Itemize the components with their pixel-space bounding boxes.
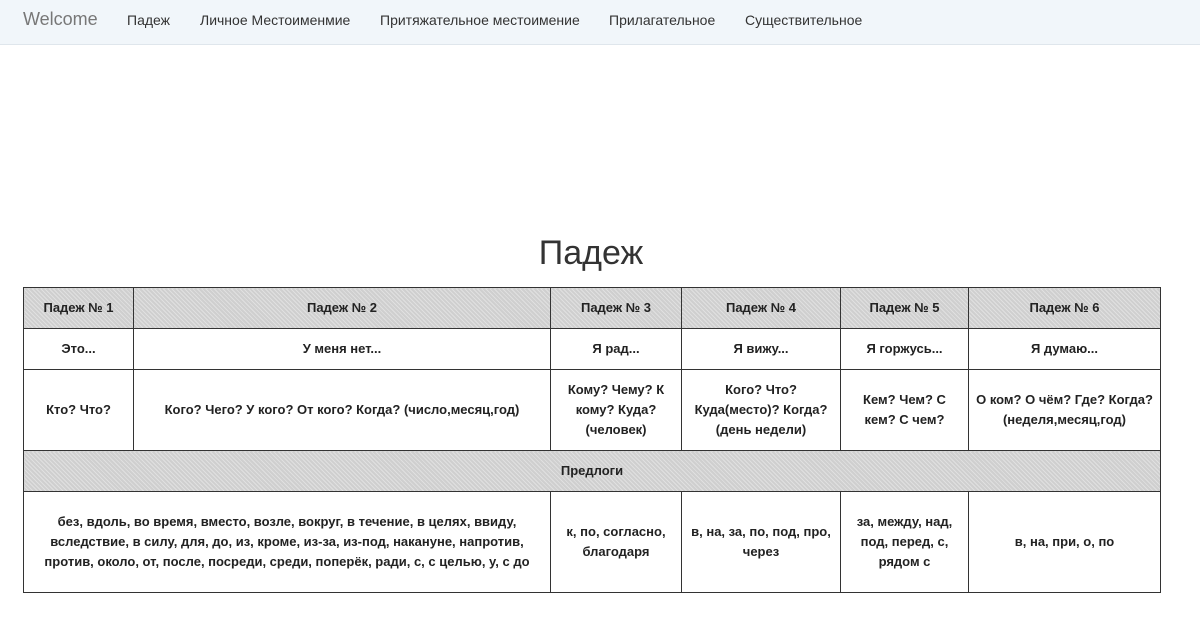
header-cell: Падеж № 5 — [841, 288, 969, 329]
nav-item-personal-pronoun[interactable]: Личное Местоименмие — [200, 12, 351, 28]
phrase-cell: Я рад... — [551, 329, 682, 370]
nav-item-case[interactable]: Падеж — [127, 12, 171, 28]
phrase-cell: У меня нет... — [134, 329, 551, 370]
nav-item-possessive-pronoun[interactable]: Притяжательное местоимение — [380, 12, 580, 28]
prepositions-cell: без, вдоль, во время, вместо, возле, вокруг, в течение, в целях, ввиду, вследствие, в силу, для, до, из, кроме, из-за, из-под, накануне, напротив, против, около, от, после, посреди, среди, поперёк, ради, с, с целью, у, с до — [24, 492, 551, 593]
prepositions-cell: в, на, за, по, под, про, через — [682, 492, 841, 593]
question-cell: Кем? Чем? С кем? С чем? — [841, 370, 969, 451]
page-title: Падеж — [538, 234, 644, 272]
header-row — [24, 288, 1161, 329]
section-label: Предлоги — [24, 451, 1161, 492]
question-cell: О ком? О чём? Где? Когда? (неделя,месяц,год) — [969, 370, 1161, 451]
phrase-row — [24, 329, 1161, 370]
question-cell: Кому? Чему? К кому? Куда? (человек) — [551, 370, 682, 451]
phrase-cell: Я горжусь... — [841, 329, 969, 370]
phrase-cell: Это... — [24, 329, 134, 370]
nav-item-noun[interactable]: Существительное — [745, 12, 863, 28]
question-cell: Кого? Чего? У кого? От кого? Когда? (число,месяц,год) — [134, 370, 551, 451]
prepositions-cell: в, на, при, о, по — [969, 492, 1161, 593]
prepositions-cell: к, по, согласно, благодаря — [551, 492, 682, 593]
question-cell: Кто? Что? — [24, 370, 134, 451]
phrase-cell: Я вижу... — [682, 329, 841, 370]
questions-row — [24, 370, 1161, 451]
prepositions-row — [24, 492, 1161, 593]
prepositions-cell: за, между, над, под, перед, с, рядом с — [841, 492, 969, 593]
header-cell: Падеж № 6 — [969, 288, 1161, 329]
navbar — [0, 0, 1200, 45]
question-cell: Кого? Что? Куда(место)? Когда? (день недели) — [682, 370, 841, 451]
navbar-brand[interactable]: Welcome — [23, 9, 98, 29]
section-row — [24, 451, 1161, 492]
header-cell: Падеж № 2 — [134, 288, 551, 329]
case-table — [23, 287, 1161, 593]
header-cell: Падеж № 4 — [682, 288, 841, 329]
header-cell: Падеж № 1 — [24, 288, 134, 329]
phrase-cell: Я думаю... — [969, 329, 1161, 370]
nav-item-adjective[interactable]: Прилагательное — [609, 12, 716, 28]
header-cell: Падеж № 3 — [551, 288, 682, 329]
